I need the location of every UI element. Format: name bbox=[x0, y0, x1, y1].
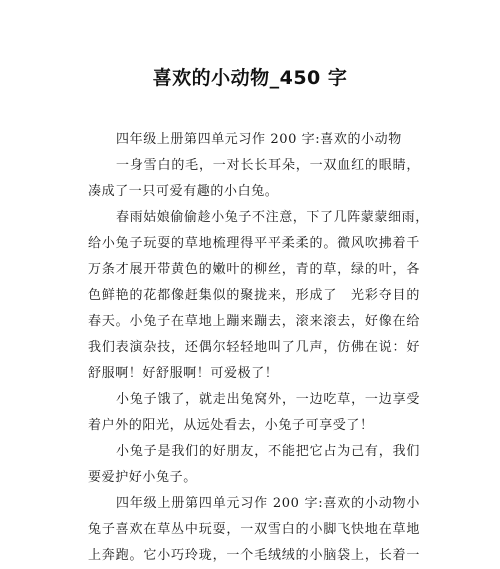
text-line: 春雨姑娘偷偷趁小兔子不注意，下了几阵蒙蒙细雨， bbox=[116, 210, 429, 225]
text-line: 万条才展开带黄色的嫩叶的柳丝，青的草，绿的叶，各 bbox=[88, 262, 420, 277]
text-line: 一身雪白的毛，一对长长耳朵，一双血红的眼睛， bbox=[116, 158, 420, 173]
text-line: 上奔跑。它小巧玲珑，一个毛绒绒的小脑袋上，长着一 bbox=[88, 548, 420, 563]
text-line: 色鲜艳的花都像赶集似的聚拢来，形成了 光彩夺目的 bbox=[88, 288, 420, 303]
text-line: 小兔子是我们的好朋友，不能把它占为己有，我们 bbox=[116, 444, 420, 459]
paragraph bbox=[88, 491, 420, 569]
text-line: 我们表演杂技，还偶尔轻轻地叫了几声，仿佛在说：好 bbox=[88, 340, 420, 355]
paragraph bbox=[88, 205, 429, 387]
text-line: 舒服啊！好舒服啊！可爱极了！ bbox=[88, 366, 279, 381]
paragraph bbox=[88, 387, 420, 439]
text-line: 给小兔子玩耍的草地梳理得平平柔柔的。微风吹拂着千 bbox=[88, 236, 420, 251]
paragraph bbox=[88, 439, 420, 491]
text-line: 四年级上册第四单元习作 200 字:喜欢的小动物 bbox=[116, 132, 402, 147]
text-line: 凑成了一只可爱有趣的小白兔。 bbox=[88, 184, 279, 199]
paragraph bbox=[88, 153, 420, 205]
document-title: 喜欢的小动物_450 字 bbox=[152, 67, 348, 89]
document-body bbox=[88, 127, 429, 569]
text-line: 着户外的阳光，从远处看去，小兔子可享受了！ bbox=[88, 418, 374, 433]
text-line: 要爱护好小兔子。 bbox=[88, 470, 197, 485]
text-line: 小兔子饿了，就走出兔窝外，一边吃草，一边享受 bbox=[116, 392, 420, 407]
text-line: 四年级上册第四单元习作 200 字:喜欢的小动物小 bbox=[116, 496, 420, 511]
text-line: 兔子喜欢在草丛中玩耍，一双雪白的小脚飞快地在草地 bbox=[88, 522, 420, 537]
paragraph bbox=[88, 127, 420, 153]
text-line: 春天。小兔子在草地上蹦来蹦去，滚来滚去，好像在给 bbox=[88, 314, 420, 329]
